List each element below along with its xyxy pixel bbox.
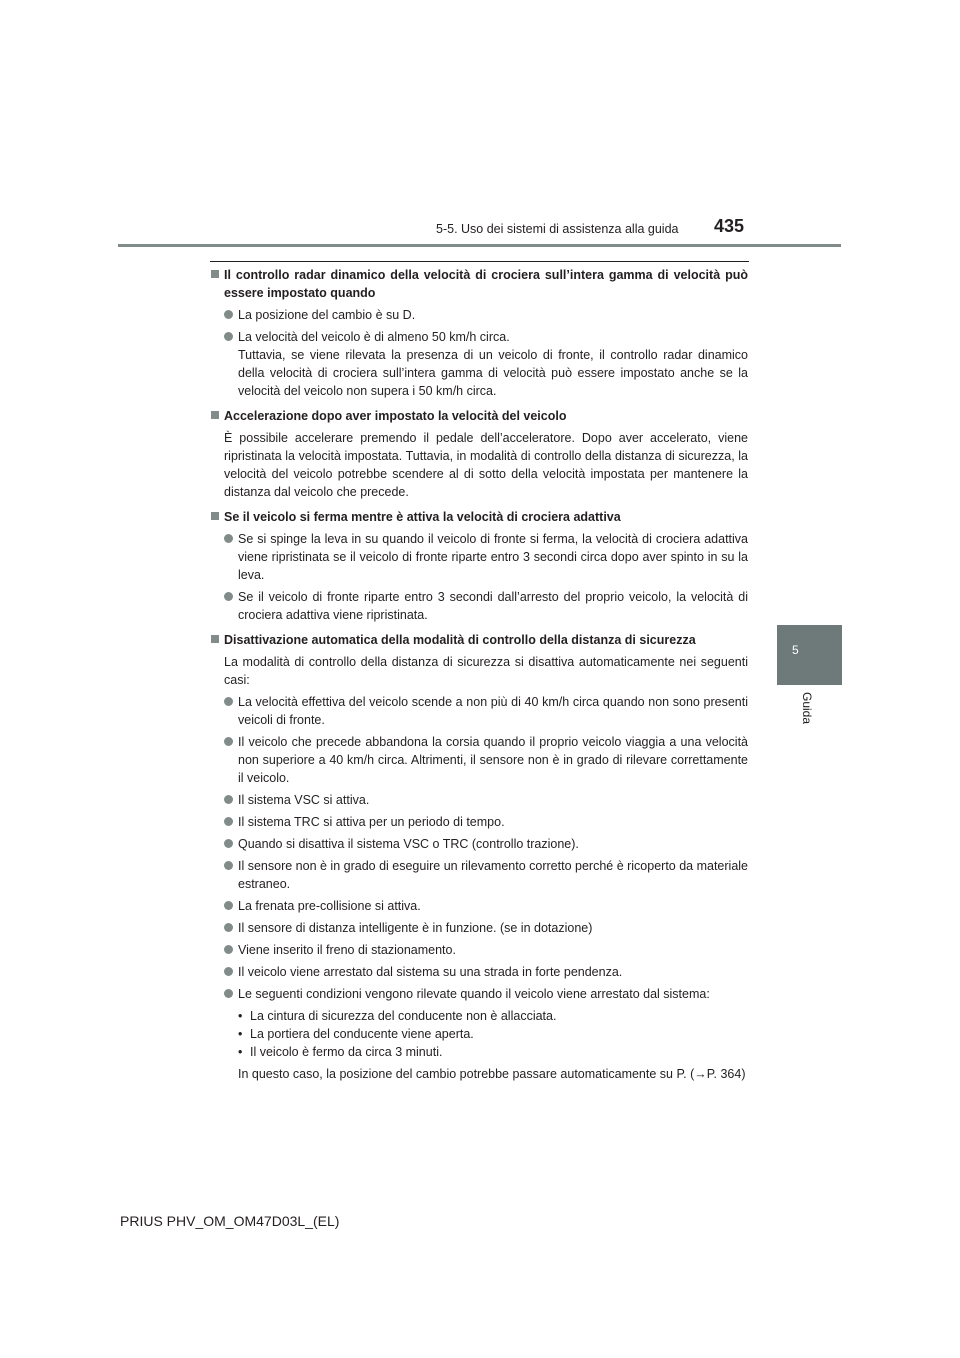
small-dot-icon: • [238,1009,243,1023]
list-item-text: La posizione del cambio è su D. [238,308,416,322]
round-bullet-icon [224,923,233,932]
list-item-text: Le seguenti condizioni vengono rilevate quando il veicolo viene arrestato dal sistema: [238,987,710,1001]
sub-list-item [238,1025,748,1043]
section-heading-text: Se il veicolo si ferma mentre è attiva la velocità di crociera adattiva [224,510,621,524]
round-bullet-icon [224,697,233,706]
list-item-text: Il sistema TRC si attiva per un periodo di tempo. [238,815,505,829]
page-content [210,266,748,1090]
square-bullet-icon [211,635,219,643]
chapter-tab-number: 5 [792,643,799,657]
section [210,631,748,1083]
square-bullet-icon [211,270,219,278]
section-header: 5-5. Uso dei sistemi di assistenza alla guida [436,222,679,236]
sub-list-item-text: Il veicolo è fermo da circa 3 minuti. [250,1045,443,1059]
square-bullet-icon [211,411,219,419]
list-item [210,733,748,787]
round-bullet-icon [224,737,233,746]
content-top-rule [210,261,749,262]
round-bullet-icon [224,817,233,826]
list-item [210,530,748,584]
small-dot-icon: • [238,1045,243,1059]
list-item [210,693,748,729]
round-bullet-icon [224,534,233,543]
list-item-text: Se il veicolo di fronte riparte entro 3 secondi dall’arresto del proprio veicolo, la velocità di crociera adattiva viene ripristinata. [238,590,748,622]
list-item [210,306,748,324]
list-item-text: Se si spinge la leva in su quando il veicolo di fronte si ferma, la velocità di crociera adattiva viene ripristinata se il veicolo di fronte riparte entro 3 secondi circa dopo aver spinto in su la leva. [238,532,748,582]
list-item-text: La velocità effettiva del veicolo scende a non più di 40 km/h circa quando non sono presenti veicoli di fronte. [238,695,748,727]
list-item-text: Il sistema VSC si attiva. [238,793,370,807]
list-item-text: Quando si disattiva il sistema VSC o TRC (controllo trazione). [238,837,579,851]
sub-list [210,1007,748,1061]
round-bullet-icon [224,901,233,910]
round-bullet-icon [224,861,233,870]
section-paragraph: La modalità di controllo della distanza di sicurezza si disattiva automaticamente nei seguenti casi: [224,655,748,687]
section-heading-text: Il controllo radar dinamico della velocità di crociera sull’intera gamma di velocità può essere impostato quando [224,268,748,300]
closing-note: In questo caso, la posizione del cambio potrebbe passare automaticamente su P. (→P. 364) [238,1067,746,1081]
list-item-text: Il sensore di distanza intelligente è in funzione. (se in dotazione) [238,921,593,935]
list-item-note: Tuttavia, se viene rilevata la presenza di un veicolo di fronte, il controllo radar dinamico della velocità di crociera sull’intera gamma di velocità può essere impostato anche se la velocità del veicolo non supera i 50 km/h circa. [238,348,748,398]
list-item-text: Il veicolo che precede abbandona la corsia quando il proprio veicolo viaggia a una velocità non superiore a 40 km/h circa. Altrimenti, il sensore non è in grado di rilevare correttamente il veicolo. [238,735,748,785]
list-item-text: La velocità del veicolo è di almeno 50 km/h circa. [238,330,510,344]
chapter-tab-label: Guida [800,692,814,725]
list-item [210,328,748,400]
section-heading [210,266,748,302]
round-bullet-icon [224,592,233,601]
list-item-text: Il veicolo viene arrestato dal sistema su una strada in forte pendenza. [238,965,623,979]
section-heading [210,631,748,649]
sub-list-item-text: La portiera del conducente viene aperta. [250,1027,474,1041]
list-item [210,835,748,853]
list-item-text: La frenata pre-collisione si attiva. [238,899,421,913]
list-item [210,963,748,981]
document-code: PRIUS PHV_OM_OM47D03L_(EL) [120,1213,340,1229]
section-heading [210,407,748,425]
sub-list-item [238,1043,748,1061]
list-item [210,985,748,1003]
header-rule [118,244,841,247]
square-bullet-icon [211,512,219,520]
list-item [210,791,748,809]
round-bullet-icon [224,989,233,998]
round-bullet-icon [224,795,233,804]
list-item-text: Viene inserito il freno di stazionamento. [238,943,456,957]
round-bullet-icon [224,945,233,954]
section [210,266,748,400]
list-item [210,897,748,915]
list-item-text: Il sensore non è in grado di eseguire un rilevamento corretto perché è ricoperto da materiale estraneo. [238,859,749,891]
section-heading-text: Accelerazione dopo aver impostato la velocità del veicolo [224,409,567,423]
section-heading [210,508,748,526]
round-bullet-icon [224,332,233,341]
section-paragraph: È possibile accelerare premendo il pedale dell’acceleratore. Dopo aver accelerato, viene ripristinata la velocità impostata. Tuttavia, in modalità di controllo della distanza di sicurezza, la velocità del veicolo potrebbe scendere al di sotto della velocità impostata per mantenere la distanza dal veicolo che precede. [224,431,748,499]
page-number: 435 [714,216,745,236]
list-item [210,857,748,893]
list-item [210,919,748,937]
round-bullet-icon [224,310,233,319]
sub-list-item-text: La cintura di sicurezza del conducente non è allacciata. [250,1009,557,1023]
list-item [210,588,748,624]
section-heading-text: Disattivazione automatica della modalità di controllo della distanza di sicurezza [224,633,696,647]
round-bullet-icon [224,967,233,976]
small-dot-icon: • [238,1027,243,1041]
round-bullet-icon [224,839,233,848]
sub-list-item [238,1007,748,1025]
chapter-tab [777,625,842,685]
section [210,508,748,624]
section [210,407,748,501]
list-item [210,941,748,959]
list-item [210,813,748,831]
